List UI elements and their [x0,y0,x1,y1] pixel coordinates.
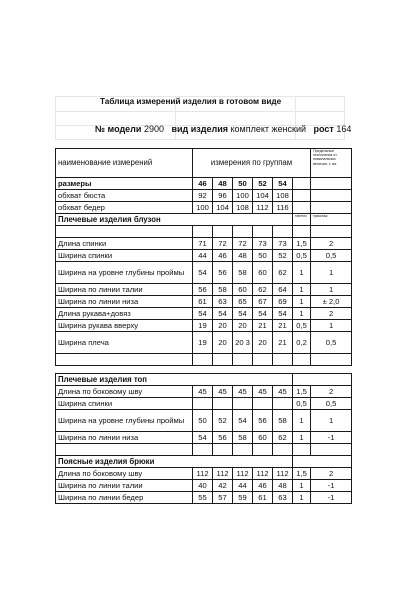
row-value: 116 [273,202,293,214]
row-value [213,284,233,296]
blank-cell [293,202,311,214]
row-step: 1 [293,492,311,504]
row-value-text: 57 [218,492,227,502]
blank-cell [293,354,311,366]
blank-row [56,226,352,238]
table-row [56,250,352,262]
header-groups: измерения по группам [193,149,311,178]
row-value-text: 56 [218,432,227,442]
row-tolerance: -1 [311,432,352,444]
row-step: 0,2 [293,332,311,354]
row-value: 104 [213,202,233,214]
row-value-text: 62 [278,267,287,277]
row-value [193,262,213,284]
row-value [233,480,253,492]
row-value-text: 112 [256,468,269,478]
row-value-text: 45 [198,386,207,396]
height-value: 164 [336,124,352,134]
blank-row [56,444,352,456]
row-value-text: 20 [218,320,227,330]
section-title: Плечевые изделия топ [56,374,293,386]
row-value [233,332,253,354]
kind-label: вид изделия [171,124,228,134]
row-value [253,410,273,432]
row-value [233,492,253,504]
row-value-text: 72 [238,238,247,248]
row-value [273,250,293,262]
row-value [273,320,293,332]
row-value [193,250,213,262]
row-value-text: 45 [278,386,287,396]
row-value-text: 59 [238,492,247,502]
blank-cell [193,226,213,238]
section-title-row [56,456,352,468]
row-value-text: 58 [238,432,247,442]
table-row [56,190,352,202]
row-value-text: 42 [218,480,227,490]
row-value [253,332,273,354]
row-name: обхват бюста [56,190,193,202]
size-value: 52 [253,178,273,190]
row-value [213,238,233,250]
row-tolerance: 1 [311,410,352,432]
row-value [273,296,293,308]
row-value: 100 [233,190,253,202]
row-step: 0,5 [293,320,311,332]
row-step: 0,5 [293,250,311,262]
page-title: Таблица измерений изделия в готовом виде [100,97,282,106]
tolerance-sublabel: тангенс [293,214,311,226]
row-value [273,238,293,250]
row-value: 92 [193,190,213,202]
blank-cell [293,456,352,468]
row-value-text: 54 [258,308,267,318]
row-value-text: 50 [258,250,267,260]
row-value [273,492,293,504]
row-value-text: 56 [258,415,267,425]
blank-cell [233,354,253,366]
row-value [273,332,293,354]
row-value-text: 40 [198,480,207,490]
row-value-text: 64 [278,284,287,294]
row-value-text: 58 [238,267,247,277]
table-row [56,296,352,308]
table-row [56,262,352,284]
blank-cell [233,444,253,456]
row-value-text: 46 [218,250,227,260]
row-name: Ширина рукава вверху [56,320,193,332]
row-value-text: 112 [276,468,289,478]
row-value-text: 45 [238,386,247,396]
row-step: 1,5 [293,386,311,398]
row-value [233,308,253,320]
row-value [253,386,273,398]
row-value [273,468,293,480]
blank-row [56,354,352,366]
row-value [213,332,233,354]
table-row [56,320,352,332]
row-tolerance: -1 [311,480,352,492]
table-row [56,492,352,504]
row-value-text: 20 [258,337,267,347]
row-value [253,284,273,296]
section-title-row [56,374,352,386]
row-name: Ширина спинки [56,250,193,262]
sizes-label: размеры [56,178,193,190]
blank-cell [56,226,193,238]
row-value [193,320,213,332]
blank-cell [213,226,233,238]
row-value [233,238,253,250]
row-value [213,320,233,332]
row-value-text: 61 [198,296,207,306]
blank-cell [253,444,273,456]
row-step: 1 [293,308,311,320]
blank-cell [293,444,311,456]
row-value [273,398,293,410]
row-value [233,432,253,444]
row-name: Ширина на уровне глубины проймы [56,262,193,284]
tolerance-sublabel: трикотаж [311,214,352,226]
row-name: Ширина на уровне глубины проймы [56,410,193,432]
row-value [213,410,233,432]
row-value-text: 45 [258,386,267,396]
table-row [56,410,352,432]
row-value [233,262,253,284]
row-value-text: 56 [218,267,227,277]
kind-value: комплект женский [230,124,307,134]
row-value-text: 54 [278,308,287,318]
row-step: 1,5 [293,238,311,250]
row-value-text: 112 [236,468,249,478]
row-value [253,308,273,320]
row-value-text: 44 [198,250,207,260]
row-value [253,432,273,444]
row-value [253,468,273,480]
blank-cell [273,226,293,238]
sizes-row [56,178,352,190]
table-row [56,398,352,410]
table-row [56,332,352,354]
row-tolerance: 1 [311,262,352,284]
size-value: 50 [233,178,253,190]
row-value [193,468,213,480]
row-value [273,432,293,444]
row-tolerance: ± 2,0 [311,296,352,308]
blank-cell [213,354,233,366]
row-value [213,386,233,398]
section-title: Поясные изделия брюки [56,456,293,468]
row-value [213,480,233,492]
blank-cell [311,444,352,456]
row-value [213,250,233,262]
gap-cell [56,366,352,374]
table-row [56,432,352,444]
row-value [233,320,253,332]
row-value-text: 19 [198,337,207,347]
blank-cell [253,226,273,238]
blank-cell [233,226,253,238]
blank-cell [273,444,293,456]
row-value-text: 52 [278,250,287,260]
row-value [253,262,273,284]
blank-cell [253,354,273,366]
row-value [253,238,273,250]
row-value-text: 45 [218,386,227,396]
row-value [213,432,233,444]
row-value-text: 54 [198,267,207,277]
row-value-text: 55 [198,492,207,502]
row-value [193,308,213,320]
blank-cell [293,190,311,202]
row-value [193,492,213,504]
row-value [253,492,273,504]
model-value: 2900 [143,124,164,134]
row-value [193,238,213,250]
row-value [273,410,293,432]
row-value: 108 [233,202,253,214]
row-value-text: 60 [238,284,247,294]
row-step: 1 [293,432,311,444]
row-value: 112 [253,202,273,214]
row-value [273,386,293,398]
model-info [95,124,351,134]
row-value-text: 72 [218,238,227,248]
row-tolerance: 0,5 [311,398,352,410]
row-value [213,262,233,284]
row-value-text: 69 [278,296,287,306]
row-value-text: 20 3 [235,337,250,347]
row-value-text: 65 [238,296,247,306]
blank-cell [273,354,293,366]
blank-cell [311,190,352,202]
row-value-text: 54 [198,432,207,442]
row-value-text: 71 [198,238,207,248]
row-value-text: 54 [238,415,247,425]
header-tolerance: Предельные отклонения от номинальных величин, ± см. [311,149,352,178]
row-value: 108 [273,190,293,202]
row-value-text: 48 [238,250,247,260]
row-step: 1 [293,284,311,296]
row-value [213,296,233,308]
row-value [213,468,233,480]
row-value-text: 44 [238,480,247,490]
row-name: Ширина по линии бедер [56,492,193,504]
blank-cell [56,444,193,456]
row-value: 104 [253,190,273,202]
row-step: 1,5 [293,468,311,480]
row-value [193,480,213,492]
blank-cell [293,178,311,190]
row-value-text: 112 [196,468,209,478]
row-value-text: 58 [218,284,227,294]
table-row [56,480,352,492]
row-value [253,320,273,332]
table-row [56,468,352,480]
header-row [56,149,352,178]
row-tolerance: 1 [311,284,352,296]
row-tolerance: 0,5 [311,332,352,354]
row-tolerance: 2 [311,238,352,250]
row-value [193,296,213,308]
height-label: рост [313,124,334,134]
row-value-text: 112 [216,468,229,478]
table-row [56,308,352,320]
blank-cell [213,444,233,456]
size-value: 54 [273,178,293,190]
blank-cell [56,354,193,366]
row-value-text: 54 [238,308,247,318]
row-value-text: 63 [218,296,227,306]
row-value: 100 [193,202,213,214]
row-value-text: 60 [258,267,267,277]
row-value [213,308,233,320]
row-value-text: 61 [258,492,267,502]
table-row [56,284,352,296]
row-value [193,386,213,398]
row-value [213,398,233,410]
row-name: Ширина по линии низа [56,296,193,308]
row-step: 1 [293,480,311,492]
row-value-text: 63 [278,492,287,502]
size-value: 46 [193,178,213,190]
blank-cell [311,178,352,190]
row-value [233,284,253,296]
size-value: 48 [213,178,233,190]
row-value [193,398,213,410]
row-value [233,386,253,398]
row-value [233,296,253,308]
blank-cell [193,444,213,456]
row-value [193,432,213,444]
row-name: Длина по боковому шву [56,386,193,398]
row-step: 1 [293,296,311,308]
row-tolerance: 2 [311,386,352,398]
row-value [253,480,273,492]
row-value [273,480,293,492]
row-name: Ширина по линии талии [56,284,193,296]
row-value-text: 46 [258,480,267,490]
row-value [253,398,273,410]
row-value-text: 48 [278,480,287,490]
row-tolerance: -1 [311,492,352,504]
row-value [193,410,213,432]
row-name: Длина рукава+довяз [56,308,193,320]
row-name: Ширина спинки [56,398,193,410]
row-value-text: 20 [238,320,247,330]
row-value-text: 19 [198,320,207,330]
row-name: Ширина по линии низа [56,432,193,444]
row-value [253,250,273,262]
row-name: обхват бедер [56,202,193,214]
section-title: Плечевые изделия блузон [56,214,293,226]
row-tolerance: 0,5 [311,250,352,262]
blank-cell [293,226,311,238]
row-value-text: 54 [218,308,227,318]
row-value-text: 21 [278,320,287,330]
row-tolerance: 1 [311,320,352,332]
row-value-text: 67 [258,296,267,306]
row-step: 0,5 [293,398,311,410]
row-value [193,332,213,354]
row-value-text: 62 [258,284,267,294]
row-value-text: 73 [258,238,267,248]
blank-cell [311,226,352,238]
row-value-text: 54 [198,308,207,318]
row-value [273,262,293,284]
row-value [233,410,253,432]
row-step: 1 [293,410,311,432]
row-value [273,308,293,320]
table-row [56,386,352,398]
row-value [273,284,293,296]
header-name: наименование измерений [56,149,193,178]
blank-cell [311,354,352,366]
row-value-text: 56 [198,284,207,294]
row-tolerance: 2 [311,468,352,480]
blank-cell [193,354,213,366]
row-value-text: 50 [198,415,207,425]
row-value [253,296,273,308]
row-step: 1 [293,262,311,284]
row-name: Ширина плеча [56,332,193,354]
row-value-text: 62 [278,432,287,442]
row-value [193,284,213,296]
table-row [56,202,352,214]
blank-cell [311,202,352,214]
section-gap [56,366,352,374]
row-value-text: 60 [258,432,267,442]
row-value [233,468,253,480]
row-value [213,492,233,504]
row-value-text: 58 [278,415,287,425]
row-value [233,398,253,410]
row-value-text: 73 [278,238,287,248]
row-name: Длина спинки [56,238,193,250]
row-value-text: 21 [278,337,287,347]
blank-cell [293,374,352,386]
row-value [233,250,253,262]
section-title-row [56,214,352,226]
row-name: Длина по боковому шву [56,468,193,480]
row-value-text: 21 [258,320,267,330]
model-label: № модели [95,124,142,134]
table-row [56,238,352,250]
row-value: 96 [213,190,233,202]
row-name: Ширина по линии талии [56,480,193,492]
row-value-text: 52 [218,415,227,425]
row-value-text: 20 [218,337,227,347]
measurement-table [55,148,352,504]
row-tolerance: 2 [311,308,352,320]
